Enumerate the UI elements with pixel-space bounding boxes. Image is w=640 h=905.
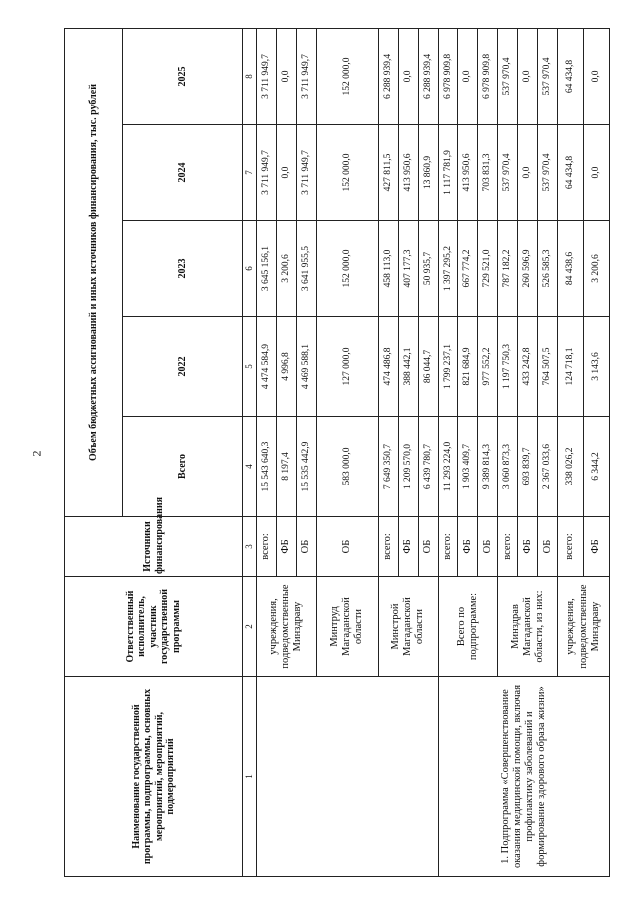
header-volume: Объем бюджетных ассигнований и иных источников финансирования, тыс. рублей [65, 28, 123, 516]
col-number: 5 [243, 317, 257, 417]
value-cell: 9 389 814,3 [478, 417, 498, 517]
value-cell: 15 535 442,9 [296, 417, 316, 517]
value-cell: 1 117 781,9 [438, 125, 458, 221]
value-cell: 8 197,4 [276, 417, 296, 517]
value-cell: 6 344,2 [583, 417, 609, 517]
col-number: 8 [243, 28, 257, 124]
value-cell: 3 200,6 [583, 221, 609, 317]
value-cell: 787 182,2 [498, 221, 518, 317]
value-cell: 0,0 [276, 28, 296, 124]
value-cell: 1 197 750,3 [498, 317, 518, 417]
source-cell: ОБ [538, 517, 558, 577]
header-responsible: Ответственный исполнитель, участник государственной программы [65, 577, 243, 677]
source-cell: всего: [438, 517, 458, 577]
value-cell: 7 649 350,7 [378, 417, 398, 517]
value-cell: 6 978 909,8 [478, 28, 498, 124]
col-number: 4 [243, 417, 257, 517]
header-year-2024: 2024 [123, 125, 243, 221]
empty-name-cell [257, 677, 439, 877]
source-cell: ФБ [583, 517, 609, 577]
source-cell: ФБ [458, 517, 478, 577]
source-cell: ОБ [478, 517, 498, 577]
value-cell: 4 996,8 [276, 317, 296, 417]
value-cell: 338 026,2 [558, 417, 584, 517]
value-cell: 0,0 [398, 28, 418, 124]
value-cell: 537 970,4 [498, 28, 518, 124]
value-cell: 50 935,7 [418, 221, 438, 317]
value-cell: 537 970,4 [538, 28, 558, 124]
table-row [438, 28, 458, 876]
value-cell: 537 970,4 [538, 125, 558, 221]
value-cell: 127 000,0 [316, 317, 378, 417]
value-cell: 15 543 640,3 [257, 417, 277, 517]
value-cell: 1 397 295,2 [438, 221, 458, 317]
source-cell: всего: [498, 517, 518, 577]
value-cell: 3 711 949,7 [257, 125, 277, 221]
col-number: 2 [243, 577, 257, 677]
value-cell: 764 507,5 [538, 317, 558, 417]
source-cell: ФБ [276, 517, 296, 577]
header-source: Источники финансирования [65, 517, 243, 577]
value-cell: 11 293 224,0 [438, 417, 458, 517]
responsible-cell: Минздрав Магаданской области, из них: [498, 577, 558, 677]
value-cell: 3 060 873,3 [498, 417, 518, 517]
value-cell: 2 367 033,6 [538, 417, 558, 517]
value-cell: 0,0 [583, 125, 609, 221]
value-cell: 407 177,3 [398, 221, 418, 317]
value-cell: 64 434,8 [558, 125, 584, 221]
header-year-total: Всего [123, 417, 243, 517]
value-cell: 1 903 409,7 [458, 417, 478, 517]
value-cell: 3 711 949,7 [296, 28, 316, 124]
value-cell: 3 645 156,1 [257, 221, 277, 317]
col-number: 3 [243, 517, 257, 577]
value-cell: 729 521,0 [478, 221, 498, 317]
value-cell: 86 044,7 [418, 317, 438, 417]
source-cell: ОБ [418, 517, 438, 577]
col-number: 1 [243, 677, 257, 877]
budget-table [64, 28, 610, 877]
value-cell: 84 438,6 [558, 221, 584, 317]
value-cell: 1 209 570,0 [398, 417, 418, 517]
value-cell: 583 000,0 [316, 417, 378, 517]
header-year-2023: 2023 [123, 221, 243, 317]
value-cell: 427 811,5 [378, 125, 398, 221]
value-cell: 13 860,9 [418, 125, 438, 221]
responsible-cell: учреждения, подведомственные Минздраву [558, 577, 610, 677]
value-cell: 0,0 [518, 28, 538, 124]
value-cell: 152 000,0 [316, 28, 378, 124]
header-year-2022: 2022 [123, 317, 243, 417]
table-row [257, 28, 277, 876]
subprogram-name: 1. Подпрограмма «Совершенствование оказания медицинской помощи, включая профилактику заболеваний и формирование здорового образа жизни» [438, 677, 609, 877]
value-cell: 977 552,2 [478, 317, 498, 417]
value-cell: 0,0 [458, 28, 478, 124]
value-cell: 64 434,8 [558, 28, 584, 124]
col-number: 7 [243, 125, 257, 221]
header-name: Наименование государственной программы, подпрограммы, основных мероприятий, мероприятий, подмероприятий [65, 677, 243, 877]
source-cell: всего: [378, 517, 398, 577]
value-cell: 1 799 237,1 [438, 317, 458, 417]
value-cell: 433 242,8 [518, 317, 538, 417]
value-cell: 413 950,6 [458, 125, 478, 221]
value-cell: 703 831,3 [478, 125, 498, 221]
value-cell: 526 585,3 [538, 221, 558, 317]
value-cell: 6 288 939,4 [378, 28, 398, 124]
value-cell: 474 486,8 [378, 317, 398, 417]
value-cell: 0,0 [276, 125, 296, 221]
value-cell: 3 711 949,7 [257, 28, 277, 124]
source-cell: ФБ [518, 517, 538, 577]
value-cell: 152 000,0 [316, 125, 378, 221]
value-cell: 0,0 [583, 28, 609, 124]
value-cell: 3 641 955,5 [296, 221, 316, 317]
value-cell: 6 978 909,8 [438, 28, 458, 124]
source-cell: всего: [257, 517, 277, 577]
responsible-cell: Минтруд Магаданской области [316, 577, 378, 677]
value-cell: 3 143,6 [583, 317, 609, 417]
value-cell: 260 596,9 [518, 221, 538, 317]
value-cell: 0,0 [518, 125, 538, 221]
source-cell: ФБ [398, 517, 418, 577]
value-cell: 458 113,0 [378, 221, 398, 317]
value-cell: 124 718,1 [558, 317, 584, 417]
header-year-2025: 2025 [123, 28, 243, 124]
responsible-cell: Всего по подпрограмме: [438, 577, 498, 677]
value-cell: 152 000,0 [316, 221, 378, 317]
value-cell: 6 439 780,7 [418, 417, 438, 517]
value-cell: 3 711 949,7 [296, 125, 316, 221]
rotated-table-container [64, 29, 610, 877]
value-cell: 4 474 584,9 [257, 317, 277, 417]
value-cell: 6 288 939,4 [418, 28, 438, 124]
value-cell: 413 950,6 [398, 125, 418, 221]
value-cell: 821 684,9 [458, 317, 478, 417]
col-number: 6 [243, 221, 257, 317]
responsible-cell: учреждения, подведомственные Минздраву [257, 577, 317, 677]
source-cell: ОБ [296, 517, 316, 577]
value-cell: 667 774,2 [458, 221, 478, 317]
value-cell: 4 469 588,1 [296, 317, 316, 417]
value-cell: 693 839,7 [518, 417, 538, 517]
value-cell: 537 970,4 [498, 125, 518, 221]
page-number: 2 [29, 450, 44, 457]
source-cell: ОБ [316, 517, 378, 577]
value-cell: 3 200,6 [276, 221, 296, 317]
source-cell: всего: [558, 517, 584, 577]
value-cell: 388 442,1 [398, 317, 418, 417]
responsible-cell: Минстрой Магаданской области [378, 577, 438, 677]
